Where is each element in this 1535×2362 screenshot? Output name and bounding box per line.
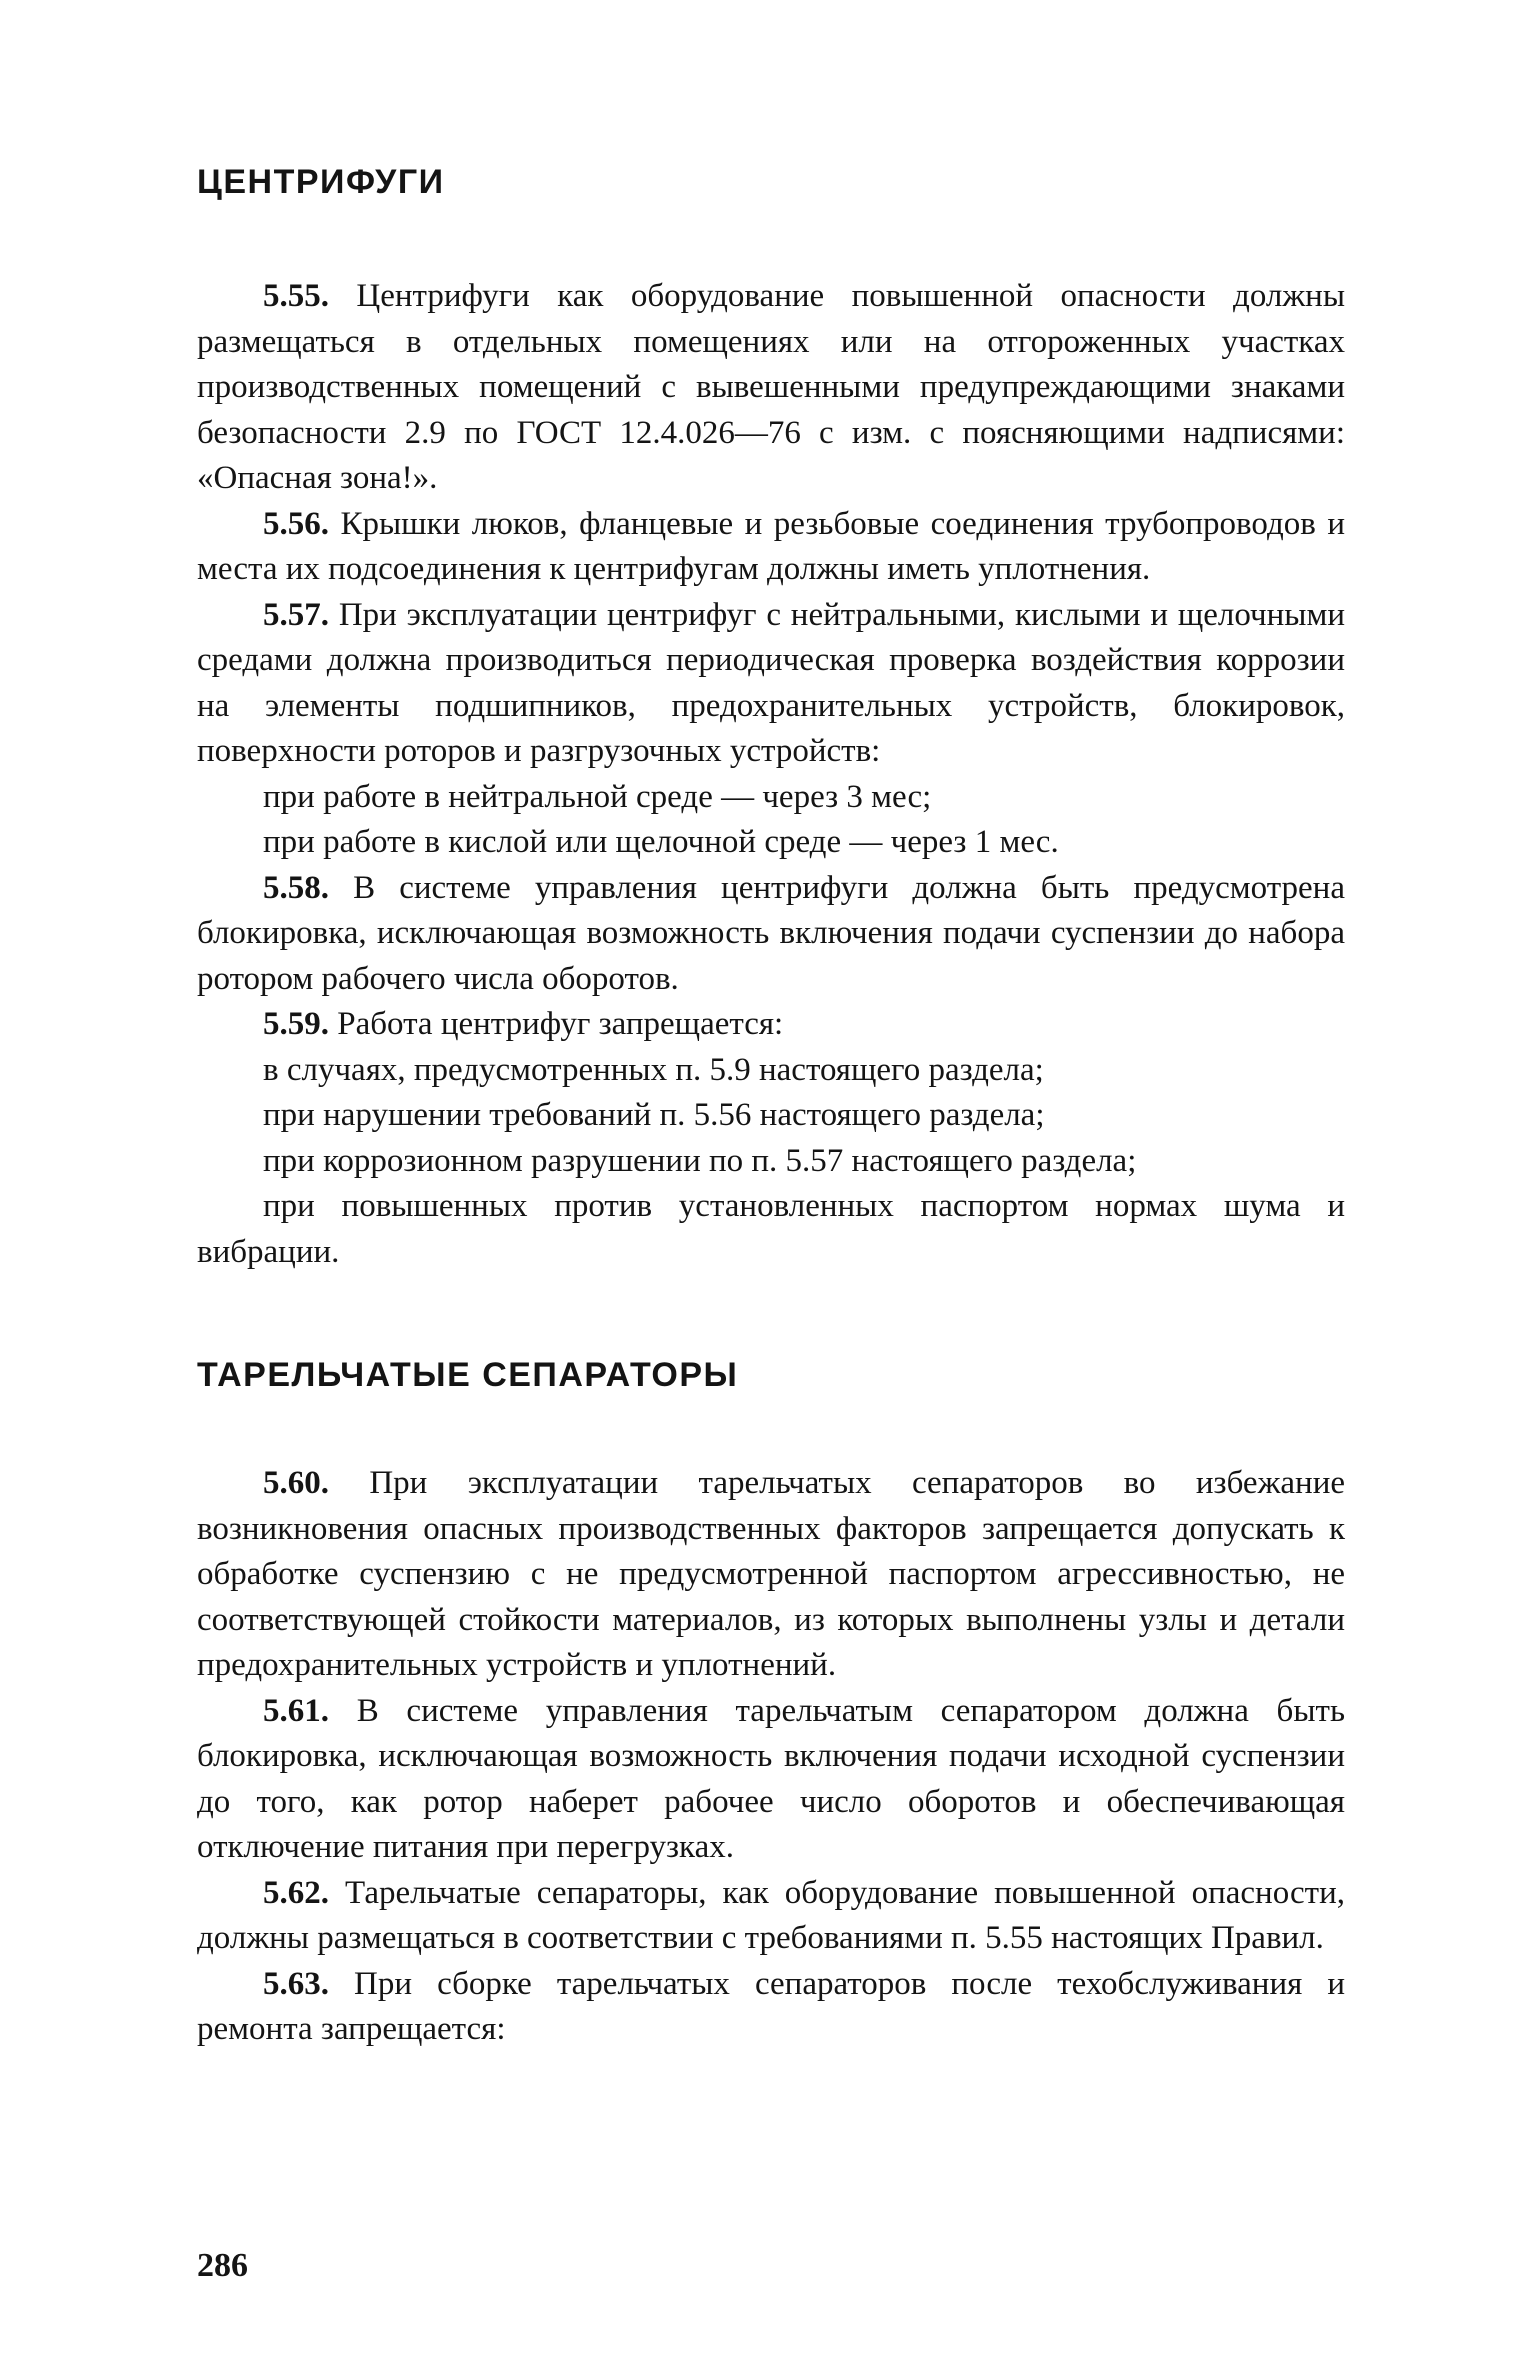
clause-number: 5.55. bbox=[263, 278, 329, 314]
clause-number: 5.61. bbox=[263, 1692, 329, 1729]
clause-text: Тарельчатые сепараторы, как оборудование повышенной опасности, должны размещаться в соответствии с требованиями п. 5.55 настоящих Правил. bbox=[197, 1874, 1345, 1956]
clause-text: При эксплуатации тарельчатых сепараторов во избежание возникновения опасных производственных факторов запрещается допускать к обработке суспензию с не предусмотренной паспортом агрессивностью, не соответствующей стойкости материалов, из которых выполнены узлы и детали предохранительных устройств и уплотнений. bbox=[197, 1465, 1345, 1683]
paragraph-5-56 bbox=[197, 502, 1345, 593]
page-content bbox=[197, 120, 1345, 2053]
clause-number: 5.63. bbox=[263, 1965, 329, 2002]
clause-number: 5.60. bbox=[263, 1465, 329, 1501]
clause-text: В системе управления тарельчатым сепаратором должна быть блокировка, исключающая возможность включения подачи исходной суспензии до того, как ротор наберет рабочее число оборотов и обеспечивающая отключение питания при перегрузках. bbox=[197, 1692, 1345, 1865]
section-heading-disc-separators: ТАРЕЛЬЧАТЫЕ СЕПАРАТОРЫ bbox=[197, 1356, 739, 1394]
list-item: при работе в нейтральной среде — через 3 мес; bbox=[263, 778, 932, 815]
paragraph-5-58 bbox=[197, 866, 1345, 1003]
list-item: при нарушении требований п. 5.56 настоящего раздела; bbox=[263, 1097, 1045, 1133]
clause-number: 5.57. bbox=[263, 596, 329, 633]
clause-number: 5.62. bbox=[263, 1874, 329, 1911]
paragraph-5-61 bbox=[197, 1689, 1345, 1871]
paragraph-5-62 bbox=[197, 1871, 1345, 1962]
clause-number: 5.56. bbox=[263, 505, 329, 542]
page-number: 286 bbox=[197, 2247, 248, 2284]
paragraph-5-57 bbox=[197, 593, 1345, 775]
clause-text: В системе управления центрифуги должна быть предусмотрена блокировка, исключающая возможность включения подачи суспензии до набора ротором рабочего числа оборотов. bbox=[197, 869, 1345, 997]
list-item: в случаях, предусмотренных п. 5.9 настоящего раздела; bbox=[263, 1051, 1044, 1088]
paragraph-5-60 bbox=[197, 1461, 1345, 1689]
list-item: при работе в кислой или щелочной среде — через 1 мес. bbox=[263, 824, 1059, 860]
list-item: при повышенных против установленных паспортом нормах шума и вибрации. bbox=[197, 1188, 1345, 1270]
clause-number: 5.59. bbox=[263, 1006, 329, 1042]
section-heading-centrifuges: ЦЕНТРИФУГИ bbox=[197, 163, 445, 201]
clause-text: При сборке тарельчатых сепараторов после техобслуживания и ремонта запрещается: bbox=[197, 1965, 1345, 2047]
paragraph-5-59 bbox=[197, 1002, 1345, 1048]
clause-number: 5.58. bbox=[263, 869, 329, 906]
clause-text: При эксплуатации центрифуг с нейтральными, кислыми и щелочными средами должна производиться периодическая проверка воздействия коррозии на элементы подшипников, предохранительных устройств, блокировок, поверхности роторов и разгрузочных устройств: bbox=[197, 596, 1345, 769]
clause-text: Центрифуги как оборудование повышенной опасности должны размещаться в отдельных помещениях или на отгороженных участках производственных помещений с вывешенными предупреждающими знаками безопасности 2.9 по ГОСТ 12.4.026—76 с изм. с поясняющими надписями: «Опасная зона!». bbox=[197, 278, 1345, 496]
clause-text: Крышки люков, фланцевые и резьбовые соединения трубопроводов и места их подсоединения к центрифугам должны иметь уплотнения. bbox=[197, 505, 1345, 587]
list-item: при коррозионном разрушении по п. 5.57 настоящего раздела; bbox=[263, 1142, 1137, 1179]
paragraph-5-55 bbox=[197, 274, 1345, 502]
paragraph-5-63 bbox=[197, 1962, 1345, 2053]
clause-text: Работа центрифуг запрещается: bbox=[329, 1006, 784, 1042]
